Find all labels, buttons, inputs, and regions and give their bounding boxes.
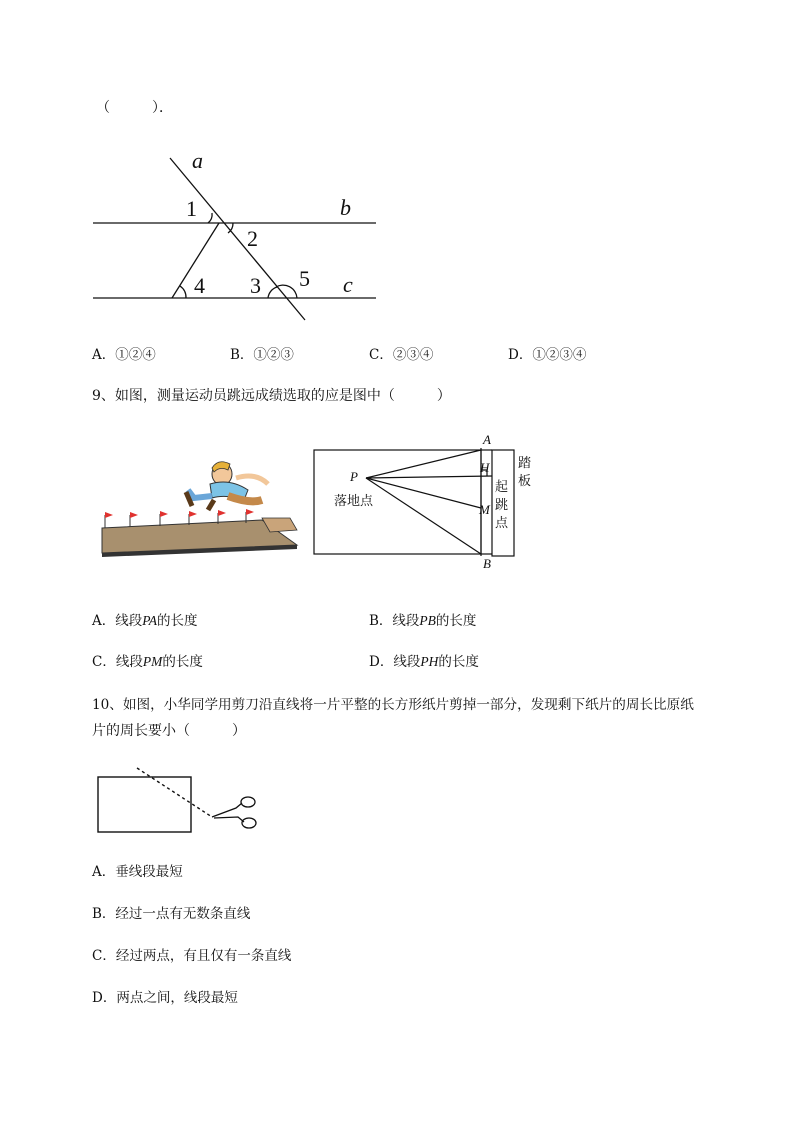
landing-point-label: 落地点 [334, 494, 374, 509]
q10-option-a: A．垂线段最短 [92, 864, 183, 880]
q9-option-c: C．线段PM的长度 [92, 654, 203, 670]
label-c: c [343, 272, 353, 297]
q10-option-c: C．经过两点，有且仅有一条直线 [92, 948, 292, 964]
label-B: B [483, 556, 491, 571]
label-2: 2 [247, 226, 258, 251]
q10-option-d: D．两点之间，线段最短 [92, 990, 238, 1006]
label-a: a [192, 148, 203, 173]
cut-line [137, 768, 212, 817]
q9-option-a: A．线段PA的长度 [92, 613, 198, 629]
scissors-icon [212, 797, 256, 828]
label-b: b [340, 195, 351, 220]
q9-stem: 9、如图，测量运动员跳远成绩选取的应是图中（ ） [92, 388, 451, 404]
label-M: M [479, 502, 490, 517]
q10-stem-line2: 片的周长要小（ ） [92, 723, 246, 739]
label-P: P [350, 469, 358, 484]
paper-rectangle [98, 777, 191, 832]
q8-option-d: D．①②③④ [508, 347, 587, 363]
label-4: 4 [194, 273, 205, 298]
label-5: 5 [299, 266, 310, 291]
q8-option-b: B．①②③ [230, 347, 294, 363]
label-H: H [480, 460, 490, 475]
q9-option-d: D．线段PH的长度 [369, 654, 479, 670]
q8-option-a: A．①②④ [92, 347, 156, 363]
label-A: A [483, 432, 491, 447]
q10-option-b: B．经过一点有无数条直线 [92, 906, 251, 922]
q8-stem-tail: （ ）． [96, 100, 173, 116]
q10-stem-line1: 10、如图，小华同学用剪刀沿直线将一片平整的长方形纸片剪掉一部分，发现剩下纸片的周长比原纸 [92, 697, 694, 713]
board-label: 踏板 [518, 456, 532, 489]
label-3: 3 [250, 273, 261, 298]
label-1: 1 [186, 196, 197, 221]
takeoff-point-label: 起跳点 [495, 480, 509, 531]
q8-option-c: C．②③④ [369, 347, 434, 363]
q9-option-b: B．线段PB的长度 [369, 613, 477, 629]
